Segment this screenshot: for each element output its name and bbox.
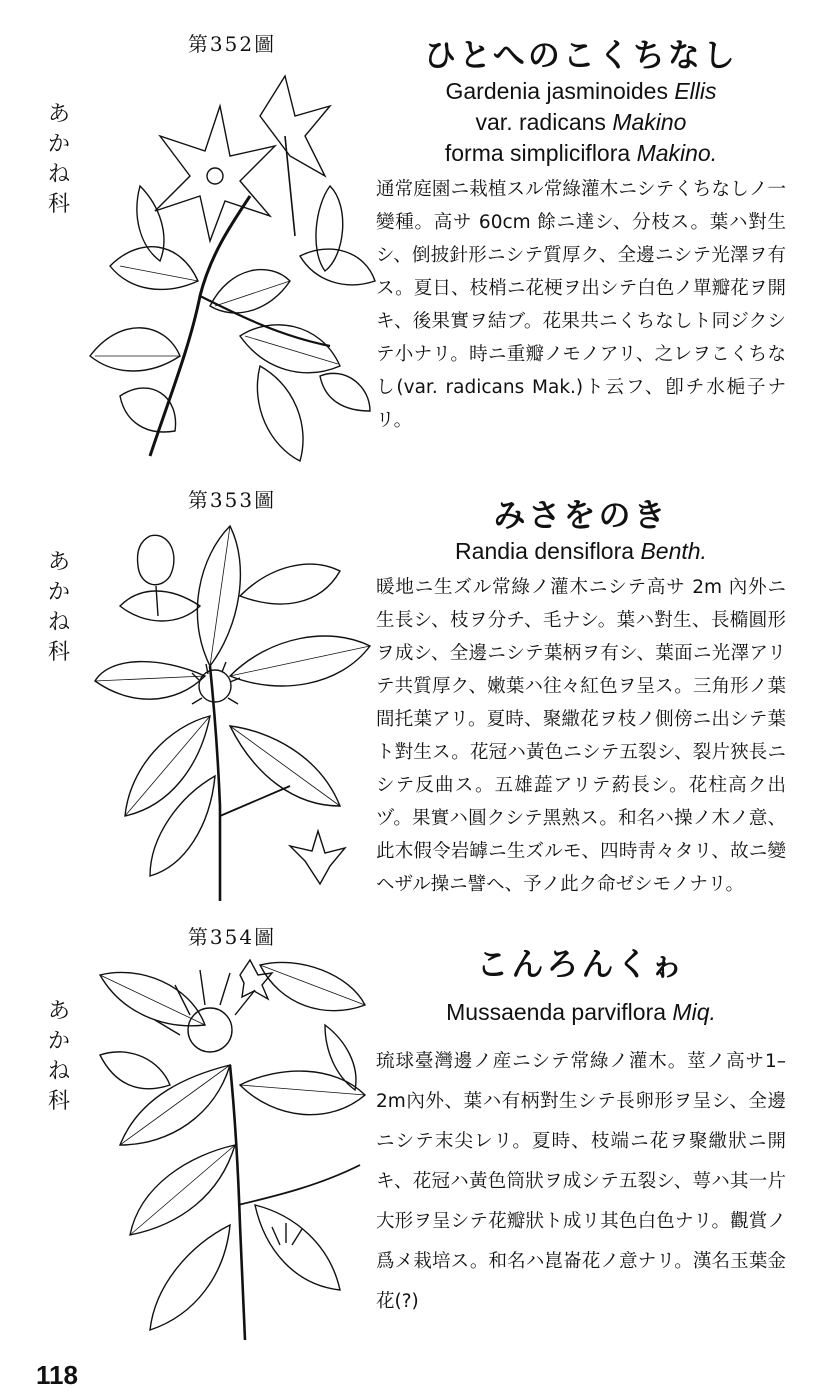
description: 琉球臺灣邊ノ産ニシテ常綠ノ灌木。莖ノ高サ1–2m內外、葉ハ有柄對生シテ長卵形ヲ呈シ、全邊ニシテ末尖レリ。夏時、枝端ニ花ヲ聚繖狀ニ開キ、花冠ハ黃色筒狀ヲ成シテ五裂シ、萼ハ其一片大形ヲ呈シテ花瓣狀ト成リ其色白色ナリ。觀賞ノ爲メ栽培ス。和名ハ崑崙花ノ意ナリ。漢名玉葉金花(?) (376, 1051, 786, 1312)
sci-author: Benth. (640, 538, 707, 564)
description: 暖地ニ生ズル常綠ノ灌木ニシテ高サ 2m 內外ニ生長シ、枝ヲ分チ、毛ナシ。葉ハ對生、長橢圓形ヲ成シ、全邊ニシテ葉柄ヲ有シ、葉面ニ光澤アリテ共質厚ク、嫩葉ハ往々紅色ヲ呈ス。三角形ノ葉間托葉アリ。夏時、聚繖花ヲ枝ノ側傍ニ出シテ葉ト對生ス。花冠ハ黃色ニシテ五裂シ、裂片狹長ニシテ反曲ス。五雄蕋アリテ葯長シ。花柱高ク出ヅ。果實ハ圓クシテ黑熟ス。和名ハ操ノ木ノ意、此木假令岩罅ニ生ズルモ、四時靑々タリ、故ニ變ヘザル操ニ譬ヘ、予ノ此ク命ゼシモノナリ。 (376, 577, 786, 895)
entry-352 (0, 0, 840, 470)
figure-label: 第352圖 (187, 32, 277, 56)
scientific-name-line (376, 138, 786, 169)
scientific-name-line (376, 107, 786, 138)
family-label: あ か ね 科 (47, 102, 70, 217)
plant-illustration-randia (90, 516, 380, 906)
japanese-name: みさをのき (493, 496, 669, 534)
plant-illustration-gardenia (80, 66, 380, 466)
entry-text (376, 490, 786, 901)
family-label: あ か ね 科 (47, 999, 70, 1114)
sci-name: Gardenia jasminoides (445, 78, 675, 104)
figure-label: 第354圖 (187, 925, 277, 949)
description: 通常庭園ニ栽植スル常綠灌木ニシテくちなしノ一變種。高サ 60cm 餘ニ達シ、分枝ス。葉ハ對生シ、倒披針形ニシテ質厚ク、全邊ニシテ光澤ヲ有ス。夏日、枝梢ニ花梗ヲ出シテ白色ノ單瓣花ヲ開キ、後果實ヲ結ブ。花果共ニくちなしト同ジクシテ小ナリ。時ニ重瓣ノモノアリ、之レヲこくちなし(var. radicans Mak.)ト云フ、卽チ水梔子ナリ。 (376, 179, 786, 431)
sci-author: Makino. (636, 140, 718, 166)
sci-author: Makino (612, 109, 687, 135)
plant-illustration-mussaenda (80, 945, 380, 1345)
sci-name: var. radicans (475, 109, 613, 135)
japanese-name: ひとへのこくちなし (424, 36, 738, 74)
entry-text (376, 34, 786, 437)
sci-author: Miq. (672, 999, 716, 1025)
sci-name: forma simpliciflora (444, 140, 637, 166)
entry-353 (0, 478, 840, 908)
figure-label: 第353圖 (187, 488, 277, 512)
entry-text (376, 943, 786, 1322)
family-label: あ か ね 科 (47, 550, 70, 665)
sci-name: Randia densiflora (455, 538, 641, 564)
entry-354 (0, 915, 840, 1345)
page-number: 118 (36, 1360, 78, 1390)
japanese-name: こんろんくゎ (476, 945, 686, 983)
scientific-name-line (376, 997, 786, 1028)
sci-author: Ellis (674, 78, 717, 104)
sci-name: Mussaenda parviflora (446, 999, 673, 1025)
scientific-name-line (376, 76, 786, 107)
scientific-name-line (376, 536, 786, 567)
